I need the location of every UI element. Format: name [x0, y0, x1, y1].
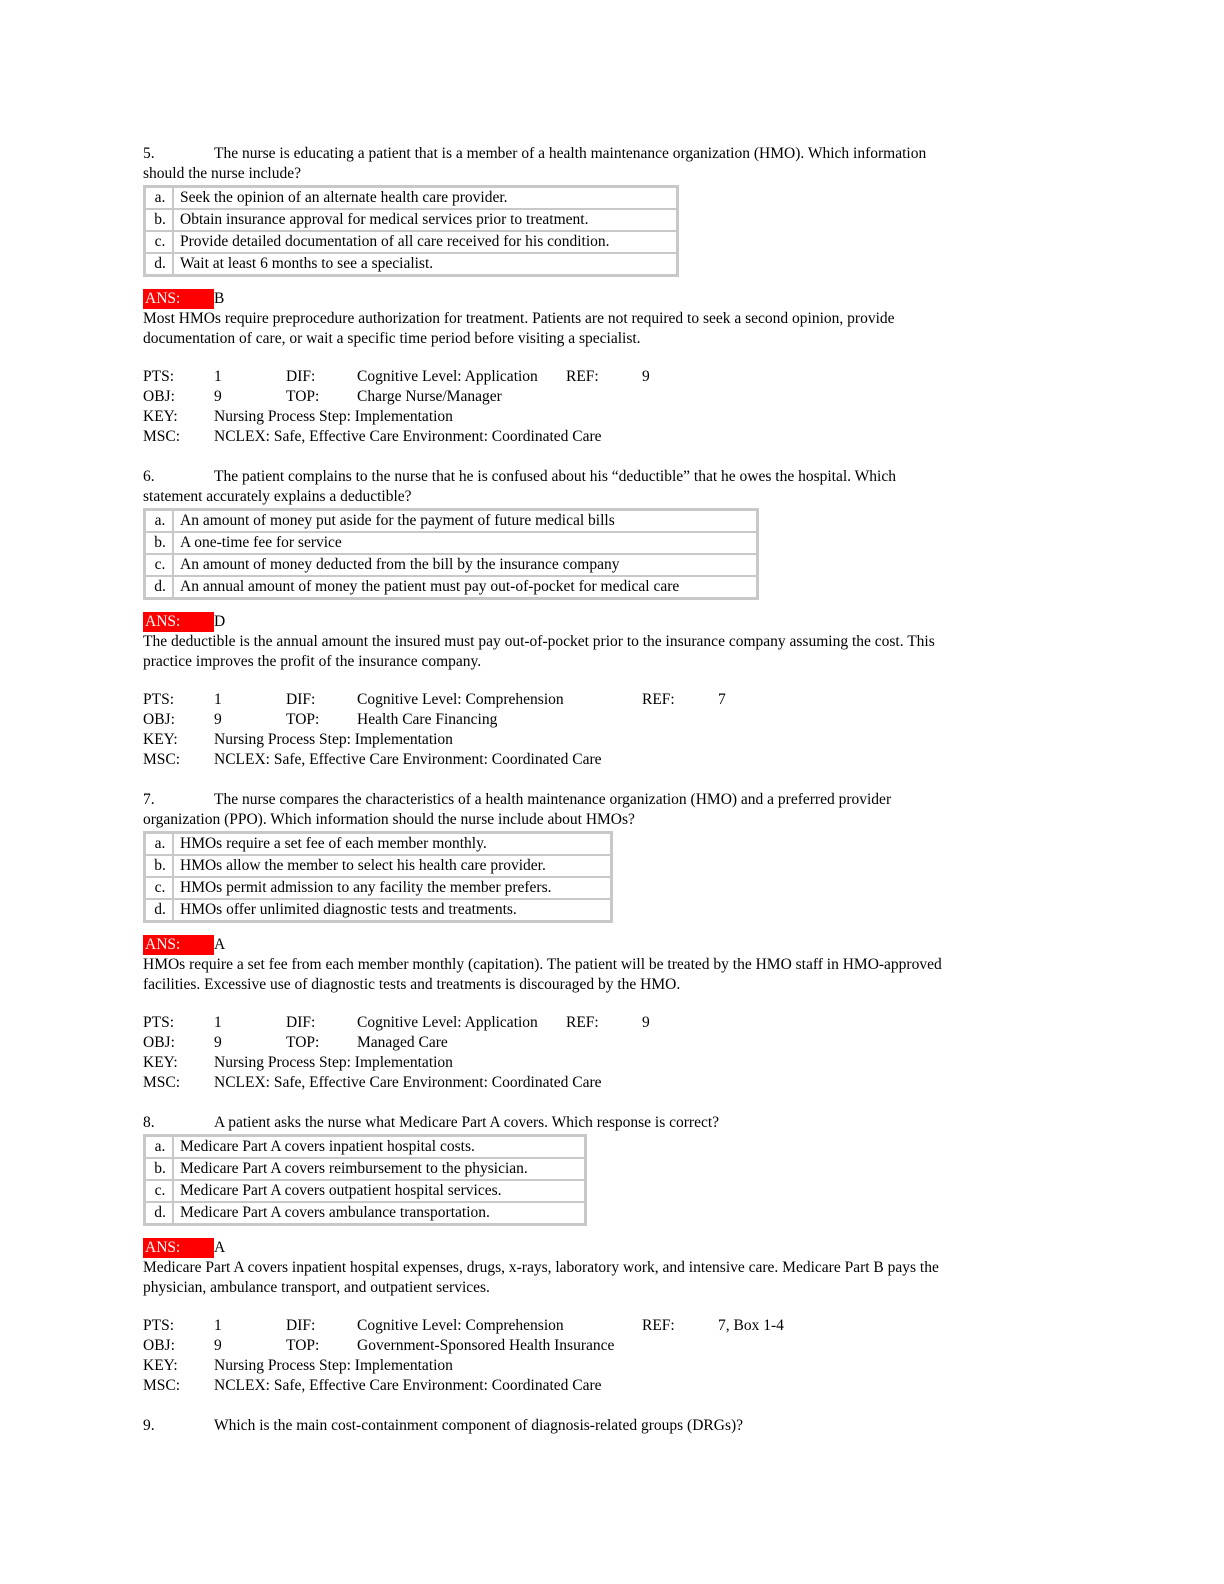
ref-label: REF:	[642, 691, 675, 708]
option-letter: d.	[145, 576, 173, 598]
option-letter: d.	[145, 899, 173, 921]
explanation-line: Most HMOs require preprocedure authorization for treatment. Patients are not required to seek a second opinion, provide	[143, 310, 895, 327]
obj-label: OBJ:	[143, 388, 175, 405]
metadata-block	[143, 1013, 1073, 1093]
option-text: Seek the opinion of an alternate health care provider.	[173, 187, 677, 209]
answer-label: ANS:	[143, 289, 214, 309]
question-7	[143, 790, 1073, 1093]
dif-label: DIF:	[286, 1014, 316, 1031]
key-value: Nursing Process Step: Implementation	[214, 408, 453, 425]
options-table	[143, 1134, 587, 1226]
explanation-line: physician, ambulance transport, and outpatient services.	[143, 1279, 490, 1296]
option-row[interactable]	[145, 855, 611, 877]
answer-row	[143, 935, 1073, 955]
option-row[interactable]	[145, 877, 611, 899]
question-stem-text: A patient asks the nurse what Medicare Part A covers. Which response is correct?	[214, 1114, 720, 1131]
explanation-line: practice improves the profit of the insurance company.	[143, 653, 482, 670]
ref-value: 9	[642, 368, 650, 385]
dif-label: DIF:	[286, 368, 316, 385]
option-letter: c.	[145, 554, 173, 576]
question-stem	[143, 1113, 1073, 1133]
option-row[interactable]	[145, 1180, 585, 1202]
option-text: An amount of money put aside for the payment of future medical bills	[173, 510, 757, 532]
option-row[interactable]	[145, 209, 677, 231]
option-text: Medicare Part A covers reimbursement to the physician.	[173, 1158, 585, 1180]
question-stem	[143, 790, 1073, 810]
question-stem-text: Which is the main cost-containment component of diagnosis-related groups (DRGs)?	[214, 1417, 744, 1434]
pts-label: PTS:	[143, 1014, 175, 1031]
metadata-block	[143, 1316, 1073, 1396]
explanation	[143, 955, 1073, 995]
answer-label: ANS:	[143, 612, 214, 632]
options-table	[143, 508, 759, 600]
meta-row-msc	[143, 1376, 1073, 1396]
option-row[interactable]	[145, 231, 677, 253]
option-text: Medicare Part A covers ambulance transportation.	[173, 1202, 585, 1224]
msc-label: MSC:	[143, 751, 181, 768]
msc-label: MSC:	[143, 428, 181, 445]
dif-value: Cognitive Level: Comprehension	[357, 1317, 564, 1334]
option-text: Medicare Part A covers inpatient hospital costs.	[173, 1136, 585, 1158]
option-letter: b.	[145, 532, 173, 554]
key-label: KEY:	[143, 1054, 178, 1071]
meta-row-key	[143, 407, 1073, 427]
pts-value: 1	[214, 1014, 222, 1031]
question-stem-text: The patient complains to the nurse that he is confused about his “deductible” that he owes the hospital. Which	[214, 468, 896, 485]
option-text: Obtain insurance approval for medical services prior to treatment.	[173, 209, 677, 231]
option-text: HMOs offer unlimited diagnostic tests and treatments.	[173, 899, 611, 921]
question-stem-text: The nurse is educating a patient that is a member of a health maintenance organization (HMO). Which information	[214, 145, 927, 162]
dif-label: DIF:	[286, 1317, 316, 1334]
pts-value: 1	[214, 368, 222, 385]
dif-value: Cognitive Level: Comprehension	[357, 691, 564, 708]
question-stem-continued: organization (PPO). Which information should the nurse include about HMOs?	[143, 811, 635, 828]
question-number: 6.	[143, 468, 155, 485]
key-value: Nursing Process Step: Implementation	[214, 1357, 453, 1374]
option-row[interactable]	[145, 554, 757, 576]
answer-value: B	[214, 290, 225, 307]
meta-row-key	[143, 730, 1073, 750]
option-row[interactable]	[145, 253, 677, 275]
option-text: Wait at least 6 months to see a specialist.	[173, 253, 677, 275]
option-letter: a.	[145, 187, 173, 209]
question-number: 5.	[143, 145, 155, 162]
option-text: A one-time fee for service	[173, 532, 757, 554]
option-text: An amount of money deducted from the bill by the insurance company	[173, 554, 757, 576]
obj-label: OBJ:	[143, 1034, 175, 1051]
top-label: TOP:	[286, 1337, 320, 1354]
obj-value: 9	[214, 711, 222, 728]
meta-row-msc	[143, 750, 1073, 770]
options-table	[143, 185, 679, 277]
key-label: KEY:	[143, 1357, 178, 1374]
answer-label: ANS:	[143, 935, 214, 955]
metadata-block	[143, 690, 1073, 770]
meta-row-pts	[143, 367, 1073, 387]
option-letter: a.	[145, 833, 173, 855]
msc-value: NCLEX: Safe, Effective Care Environment: Coordinated Care	[214, 751, 602, 768]
option-text: HMOs permit admission to any facility the member prefers.	[173, 877, 611, 899]
question-5	[143, 144, 1073, 447]
obj-value: 9	[214, 1337, 222, 1354]
meta-row-pts	[143, 1013, 1073, 1033]
pts-label: PTS:	[143, 368, 175, 385]
top-label: TOP:	[286, 388, 320, 405]
top-value: Charge Nurse/Manager	[357, 388, 502, 405]
option-row[interactable]	[145, 510, 757, 532]
msc-label: MSC:	[143, 1377, 181, 1394]
option-letter: d.	[145, 253, 173, 275]
option-text: HMOs allow the member to select his health care provider.	[173, 855, 611, 877]
ref-label: REF:	[566, 1014, 599, 1031]
obj-label: OBJ:	[143, 1337, 175, 1354]
answer-label: ANS:	[143, 1238, 214, 1258]
question-number: 7.	[143, 791, 155, 808]
answer-value: D	[214, 613, 226, 630]
msc-label: MSC:	[143, 1074, 181, 1091]
ref-value: 7, Box 1-4	[718, 1317, 784, 1334]
explanation	[143, 1258, 1073, 1298]
key-value: Nursing Process Step: Implementation	[214, 1054, 453, 1071]
pts-value: 1	[214, 691, 222, 708]
option-letter: c.	[145, 231, 173, 253]
explanation-line: The deductible is the annual amount the insured must pay out-of-pocket prior to the insurance company assuming the cost. This	[143, 633, 935, 650]
option-text: Medicare Part A covers outpatient hospital services.	[173, 1180, 585, 1202]
pts-label: PTS:	[143, 1317, 175, 1334]
meta-row-obj	[143, 387, 1073, 407]
answer-row	[143, 612, 1073, 632]
answer-value: A	[214, 936, 226, 953]
dif-value: Cognitive Level: Application	[357, 368, 538, 385]
msc-value: NCLEX: Safe, Effective Care Environment: Coordinated Care	[214, 1074, 602, 1091]
option-row[interactable]	[145, 187, 677, 209]
top-label: TOP:	[286, 711, 320, 728]
option-letter: b.	[145, 209, 173, 231]
option-text: HMOs require a set fee of each member monthly.	[173, 833, 611, 855]
ref-value: 9	[642, 1014, 650, 1031]
question-stem-continued: statement accurately explains a deductible?	[143, 488, 412, 505]
option-letter: a.	[145, 510, 173, 532]
answer-row	[143, 1238, 1073, 1258]
document-page	[143, 144, 1073, 1456]
pts-value: 1	[214, 1317, 222, 1334]
ref-value: 7	[718, 691, 726, 708]
top-value: Managed Care	[357, 1034, 448, 1051]
question-number: 8.	[143, 1114, 155, 1131]
question-stem	[143, 1416, 1073, 1436]
meta-row-pts	[143, 1316, 1073, 1336]
meta-row-pts	[143, 690, 1073, 710]
answer-row	[143, 289, 1073, 309]
answer-value: A	[214, 1239, 226, 1256]
question-stem-continued: should the nurse include?	[143, 165, 301, 182]
obj-value: 9	[214, 1034, 222, 1051]
option-letter: b.	[145, 855, 173, 877]
dif-value: Cognitive Level: Application	[357, 1014, 538, 1031]
meta-row-obj	[143, 1336, 1073, 1356]
key-label: KEY:	[143, 408, 178, 425]
ref-label: REF:	[642, 1317, 675, 1334]
obj-value: 9	[214, 388, 222, 405]
ref-label: REF:	[566, 368, 599, 385]
explanation-line: HMOs require a set fee from each member monthly (capitation). The patient will be treated by the HMO staff in HMO-approved	[143, 956, 942, 973]
meta-row-msc	[143, 1073, 1073, 1093]
question-number: 9.	[143, 1417, 155, 1434]
meta-row-obj	[143, 710, 1073, 730]
meta-row-key	[143, 1356, 1073, 1376]
option-letter: c.	[145, 1180, 173, 1202]
option-row[interactable]	[145, 532, 757, 554]
pts-label: PTS:	[143, 691, 175, 708]
metadata-block	[143, 367, 1073, 447]
question-9	[143, 1416, 1073, 1436]
question-6	[143, 467, 1073, 770]
question-stem	[143, 467, 1073, 487]
meta-row-msc	[143, 427, 1073, 447]
option-row[interactable]	[145, 833, 611, 855]
meta-row-key	[143, 1053, 1073, 1073]
option-row[interactable]	[145, 899, 611, 921]
top-label: TOP:	[286, 1034, 320, 1051]
option-row[interactable]	[145, 576, 757, 598]
question-stem-text: The nurse compares the characteristics of a health maintenance organization (HMO) and a preferred provider	[214, 791, 892, 808]
key-label: KEY:	[143, 731, 178, 748]
option-row[interactable]	[145, 1202, 585, 1224]
explanation	[143, 632, 1073, 672]
option-letter: d.	[145, 1202, 173, 1224]
msc-value: NCLEX: Safe, Effective Care Environment: Coordinated Care	[214, 428, 602, 445]
explanation-line: facilities. Excessive use of diagnostic tests and treatments is discouraged by the HMO.	[143, 976, 681, 993]
option-letter: a.	[145, 1136, 173, 1158]
dif-label: DIF:	[286, 691, 316, 708]
meta-row-obj	[143, 1033, 1073, 1053]
option-row[interactable]	[145, 1136, 585, 1158]
option-text: An annual amount of money the patient must pay out-of-pocket for medical care	[173, 576, 757, 598]
question-8	[143, 1113, 1073, 1396]
options-table	[143, 831, 613, 923]
explanation-line: documentation of care, or wait a specific time period before visiting a specialist.	[143, 330, 641, 347]
obj-label: OBJ:	[143, 711, 175, 728]
option-letter: c.	[145, 877, 173, 899]
question-stem	[143, 144, 1073, 164]
top-value: Government-Sponsored Health Insurance	[357, 1337, 615, 1354]
option-letter: b.	[145, 1158, 173, 1180]
option-row[interactable]	[145, 1158, 585, 1180]
key-value: Nursing Process Step: Implementation	[214, 731, 453, 748]
explanation	[143, 309, 1073, 349]
msc-value: NCLEX: Safe, Effective Care Environment: Coordinated Care	[214, 1377, 602, 1394]
top-value: Health Care Financing	[357, 711, 498, 728]
option-text: Provide detailed documentation of all care received for his condition.	[173, 231, 677, 253]
explanation-line: Medicare Part A covers inpatient hospital expenses, drugs, x-rays, laboratory work, and intensive care. Medicare Part B pays the	[143, 1259, 939, 1276]
